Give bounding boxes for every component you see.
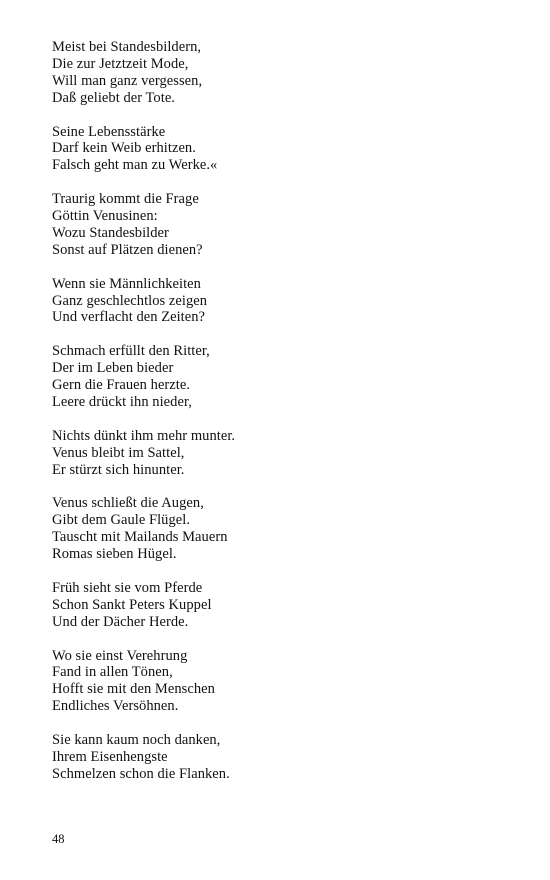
poem-line: Schmelzen schon die Flanken. — [52, 765, 230, 782]
poem-line: Venus bleibt im Sattel, — [52, 444, 185, 461]
poem-line: Leere drückt ihn nieder, — [52, 393, 192, 410]
poem-line: Schmach erfüllt den Ritter, — [52, 343, 210, 360]
poem-line: Früh sieht sie vom Pferde — [52, 579, 203, 596]
stanza — [52, 495, 492, 563]
poem-line: Daß geliebt der Tote. — [52, 89, 175, 106]
poem-line: Ihrem Eisenhengste — [52, 748, 168, 765]
stanza — [52, 428, 492, 479]
stanza — [52, 124, 492, 175]
poem-line: Schon Sankt Peters Kuppel — [52, 596, 212, 613]
poem-line: Endliches Versöhnen. — [52, 698, 179, 715]
stanza — [52, 191, 492, 259]
poem-line: Fand in allen Tönen, — [52, 664, 173, 681]
poem-line: Göttin Venusinen: — [52, 208, 158, 225]
poem-line: Die zur Jetztzeit Mode, — [52, 55, 189, 72]
stanza — [52, 276, 492, 327]
poem-line: Gibt dem Gaule Flügel. — [52, 512, 191, 529]
poem-line: Darf kein Weib erhitzen. — [52, 140, 196, 157]
poem-line: Hofft sie mit den Menschen — [52, 681, 215, 698]
stanza — [52, 580, 492, 631]
poem-line: Und der Dächer Herde. — [52, 613, 189, 630]
poem-line: Nichts dünkt ihm mehr munter. — [52, 427, 236, 444]
poem-line: Der im Leben bieder — [52, 360, 174, 377]
poem-line: Will man ganz vergessen, — [52, 72, 203, 89]
poem-line: Er stürzt sich hinunter. — [52, 461, 185, 478]
poem-line: Sie kann kaum noch danken, — [52, 732, 221, 749]
poem-line: Wozu Standesbilder — [52, 224, 169, 241]
poem-line: Und verflacht den Zeiten? — [52, 309, 206, 326]
stanza — [52, 39, 492, 107]
poem-line: Traurig kommt die Frage — [52, 191, 199, 208]
stanza — [52, 648, 492, 716]
poem-line: Venus schließt die Augen, — [52, 495, 204, 512]
poem-line: Falsch geht man zu Werke.« — [52, 157, 218, 174]
stanza — [52, 343, 492, 411]
poem-line: Wo sie einst Verehrung — [52, 647, 188, 664]
poem-line: Sonst auf Plätzen dienen? — [52, 241, 203, 258]
page-number: 48 — [52, 832, 65, 846]
poem-line: Seine Lebensstärke — [52, 123, 166, 140]
stanza — [52, 732, 492, 783]
poem-line: Wenn sie Männlichkeiten — [52, 275, 201, 292]
poem-line: Meist bei Standesbildern, — [52, 39, 202, 55]
poem-line: Gern die Frauen herzte. — [52, 377, 191, 394]
poem-line: Romas sieben Hügel. — [52, 546, 177, 563]
poem-text — [52, 39, 492, 800]
poem-line: Tauscht mit Mailands Mauern — [52, 529, 228, 546]
poem-line: Ganz geschlechtlos zeigen — [52, 292, 208, 309]
